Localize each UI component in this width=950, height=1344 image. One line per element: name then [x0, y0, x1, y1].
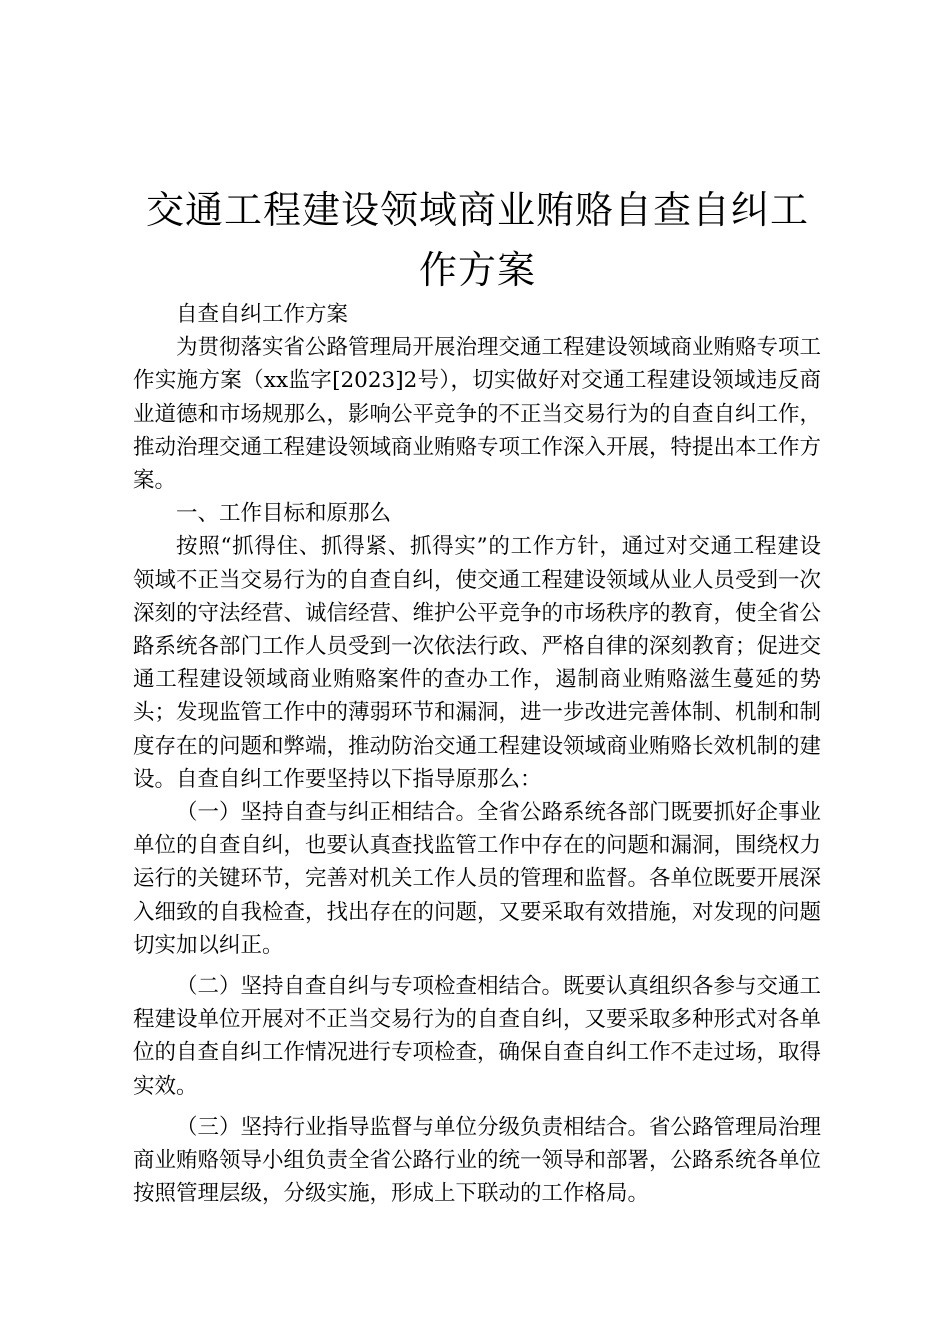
paragraph-intro: 为贯彻落实省公路管理局开展治理交通工程建设领域商业贿赂专项工作实施方案（xx监字[2023]2号），切实做好对交通工程建设领域违反商业道德和市场规那么，影响公平竞争的不正当交易行为的自查自纠工作，推动治理交通工程建设领域商业贿赂专项工作深入开展，特提出本工作方案。 — [133, 335, 822, 494]
paragraph-principle-3: （三）坚持行业指导监督与单位分级负责相结合。省公路管理局治理商业贿赂领导小组负责全省公路行业的统一领导和部署，公路系统各单位按照管理层级，分级实施，形成上下联动的工作格局。 — [133, 1114, 822, 1207]
document-body — [133, 298, 821, 1210]
paragraph-subtitle: 自查自纠工作方案 — [176, 302, 349, 327]
paragraph-principle-2: （二）坚持自查自纠与专项检查相结合。既要认真组织各参与交通工程建设单位开展对不正当交易行为的自查自纠，又要采取多种形式对各单位的自查自纠工作情况进行专项检查，确保自查自纠工作不走过场，取得实效。 — [133, 974, 822, 1099]
paragraph-goals: 按照“抓得住、抓得紧、抓得实”的工作方针，通过对交通工程建设领域不正当交易行为的自查自纠，使交通工程建设领域从业人员受到一次深刻的守法经营、诚信经营、维护公平竞争的市场秩序的教育，使全省公路系统各部门工作人员受到一次依法行政、严格自律的深刻教育；促进交通工程建设领域商业贿赂案件的查办工作，遏制商业贿赂滋生蔓延的势头；发现监管工作中的薄弱环节和漏洞，进一步改进完善体制、机制和制度存在的问题和弊端，推动防治交通工程建设领域商业贿赂长效机制的建设。自查自纠工作要坚持以下指导原那么： — [133, 534, 822, 792]
section-heading-goals: 一、工作目标和原那么 — [176, 501, 392, 527]
document-title: 交通工程建设领域商业贿赂自查自纠工作方案 — [145, 188, 809, 292]
paragraph-principle-1: （一）坚持自查与纠正相结合。全省公路系统各部门既要抓好企事业单位的自查自纠，也要认真查找监管工作中存在的问题和漏洞，围绕权力运行的关键环节，完善对机关工作人员的管理和监督。各单位既要开展深入细致的自我检查，找出存在的问题，又要采取有效措施，对发现的问题切实加以纠正。 — [133, 800, 822, 958]
